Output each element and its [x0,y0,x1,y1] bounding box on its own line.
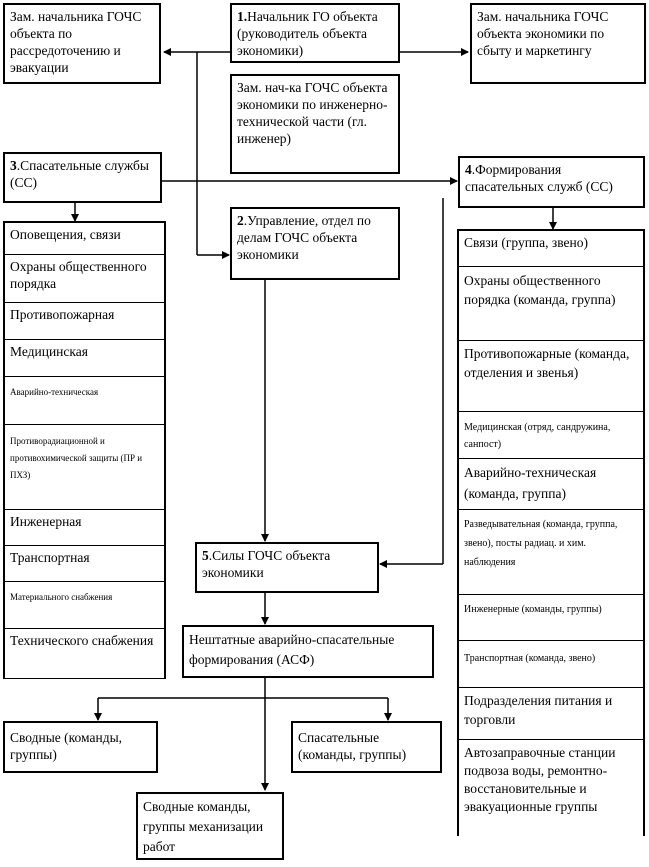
chief-text: Начальник ГО объекта (руководитель объекта экономики) [237,9,378,58]
deputy-evacuation-text: Зам. начальника ГОЧС объекта по рассредоточению и эвакуации [10,9,142,75]
rescue-services-title: .Спасательные службы (СС) [10,158,149,190]
list-item: Связи (группа, звено) [459,231,643,266]
management-box [230,207,400,280]
forces-title: .Силы ГОЧС объекта экономики [202,548,331,580]
list-item: Охраны общественного порядка (команда, группа) [459,266,643,340]
list-item: Инженерные (команды, группы) [459,594,643,640]
deputy-evacuation-box [3,3,161,84]
list-item: Медицинская [5,339,164,376]
deputy-engineering-box [230,74,400,174]
combined-text: Сводные (команды, группы) [10,730,123,762]
list-item: Материального снабжения [5,581,164,628]
list-item: Противопожарные (команда, отделения и звенья) [459,340,643,411]
combined-box [3,721,158,773]
forces-box [195,542,379,593]
deputy-sales-box [470,3,646,84]
formations-list [457,229,645,836]
list-item: Противорадиационной и противохимической защиты (ПР и ПХЗ) [5,424,164,509]
mechanization-box [136,792,284,860]
list-item: Подразделения питания и торговли [459,687,643,739]
management-number: 2 [237,213,244,228]
rescue-services-list [3,221,166,679]
formations-number: 4 [465,162,472,177]
list-item: Охраны общественного порядка [5,254,164,302]
list-item: Аварийно-техническая [5,376,164,424]
asf-box [182,625,434,678]
list-item: Инженерная [5,509,164,545]
list-item: Противопожарная [5,302,164,339]
management-title: .Управление, отдел по делам ГОЧС объекта экономики [237,213,371,262]
list-item: Технического снабжения [5,628,164,678]
deputy-engineering-text: Зам. нач-ка ГОЧС объекта экономики по инженерно-технической части (гл. инженер) [237,80,388,146]
rescue-teams-text: Спасательные (команды, группы) [298,730,407,762]
rescue-services-box [3,152,162,203]
list-item: Оповещения, связи [5,223,164,254]
chief-box [230,3,400,63]
deputy-sales-text: Зам. начальника ГОЧС объекта экономики по сбыту и маркетингу [477,9,609,58]
list-item: Медицинская (отряд, сандружина, санпост) [459,411,643,458]
list-item: Транспортная [5,545,164,581]
forces-number: 5 [202,548,209,563]
chief-number: 1. [237,9,248,24]
rescue-services-number: 3 [10,158,17,173]
formations-title: .Формирования спасательных служб (СС) [465,162,613,194]
list-item: Аварийно-техническая (команда, группа) [459,458,643,509]
list-item: Разведывательная (команда, группа, звено), посты радиац. и хим. наблюдения [459,509,643,594]
formations-box [458,156,645,208]
list-item: Автозаправочные станции подвоза воды, ремонтно-восстановительные и эвакуационные группы [459,739,643,836]
rescue-teams-box [291,721,442,773]
asf-text: Нештатные аварийно-спасательные формирования (АСФ) [189,632,395,667]
mechanization-text: Сводные команды, группы механизации работ [143,799,264,854]
list-item: Транспортная (команда, звено) [459,640,643,687]
